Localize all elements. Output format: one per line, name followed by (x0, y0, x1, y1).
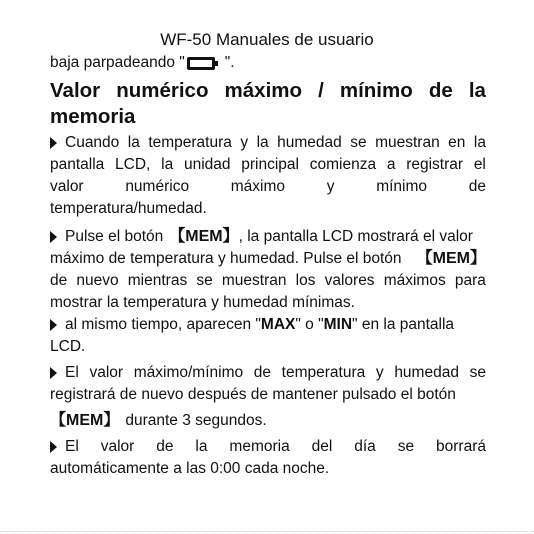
word: se (397, 438, 415, 455)
word: pantalla (50, 156, 105, 173)
word: de (50, 272, 68, 289)
word: LCD, (115, 156, 151, 173)
bullet-marker-icon (50, 231, 57, 243)
word: se (469, 364, 486, 381)
word: humedad (394, 364, 459, 381)
bullet4-line1 (50, 362, 486, 384)
word: valor (89, 364, 124, 381)
bullet3-line1 (50, 314, 486, 336)
word: de (428, 79, 453, 102)
word: del (311, 438, 333, 455)
bullet4-line3-text: durante 3 segundos. (125, 412, 267, 429)
section-heading-line2: memoria (50, 105, 136, 128)
bullet2-line2-text: máximo de temperatura y humedad. Pulse el botón (50, 250, 402, 267)
word: registrar (406, 156, 464, 173)
word: en (448, 134, 466, 151)
word: máximo/mínimo (133, 364, 244, 381)
word: valor (50, 178, 84, 195)
bullet4-line3 (50, 410, 486, 432)
word: valores (324, 272, 375, 289)
word: para (454, 272, 486, 289)
word: la (195, 438, 208, 455)
word: de (253, 364, 272, 381)
word: borrará (436, 438, 486, 455)
mem-button-label: 【MEM】 (169, 228, 239, 245)
word: numérico (116, 79, 209, 102)
word: mientras (127, 272, 188, 289)
word: la (161, 156, 174, 173)
word: humedad (277, 134, 342, 151)
word: El (65, 438, 79, 455)
word: temperatura (148, 134, 232, 151)
word: El (65, 364, 79, 381)
bullet5-line2: automáticamente a las 0:00 cada noche. (50, 460, 330, 477)
bullet3-text-after: " en la pantalla (352, 316, 455, 333)
word: temperatura/humedad. (50, 200, 207, 217)
word: la (127, 134, 140, 151)
bullet2-text: Pulse el botón (65, 228, 164, 245)
bullet3-text: al mismo tiempo, aparecen " (65, 316, 261, 333)
word: unidad (183, 156, 231, 173)
bullet4-line2: registrará de nuevo después de mantener pulsado el botón (50, 386, 456, 403)
word: muestran (221, 272, 287, 289)
word: máximo (224, 79, 303, 102)
word: los (295, 272, 316, 289)
word: principal (241, 156, 299, 173)
bullet2-text-after: , la pantalla LCD mostrará el valor (238, 228, 473, 245)
bullet2-line3 (50, 270, 486, 292)
bullet1-line1 (50, 132, 486, 154)
bullet-marker-icon (50, 441, 57, 453)
word: nuevo (76, 272, 119, 289)
word: a (386, 156, 396, 173)
word: máximo (230, 178, 286, 195)
bullet-marker-icon (50, 319, 57, 331)
word: y (240, 134, 249, 151)
page-bottom-border (0, 531, 534, 533)
word: de (156, 438, 174, 455)
word: de (468, 178, 486, 195)
word: la (468, 79, 486, 102)
word: y (375, 364, 384, 381)
section-heading-line1 (50, 78, 486, 104)
intro-text-after: ". (224, 54, 235, 71)
word: y (326, 178, 335, 195)
word: máximos (383, 272, 446, 289)
page-header: WF-50 Manuales de usuario (160, 30, 374, 49)
mem-button-label: 【MEM】 (416, 250, 486, 267)
bullet-start (50, 362, 79, 384)
bullet3-text-mid: " o " (295, 316, 324, 333)
word: temperatura (281, 364, 366, 381)
bullet5-line1 (50, 436, 486, 458)
word: la (256, 134, 269, 151)
intro-text-before: baja parpadeando " (50, 54, 185, 71)
word: memoria (229, 438, 290, 455)
word: mínimo (339, 79, 413, 102)
word: la (473, 134, 486, 151)
max-label: MAX (260, 316, 296, 333)
word: comienza (309, 156, 377, 173)
word: día (354, 438, 376, 455)
bullet2-line4: mostrar la temperatura y humedad mínimas. (50, 294, 355, 311)
word: el (473, 156, 486, 173)
word: muestran (375, 134, 440, 151)
bullet-start (50, 436, 79, 458)
word: Cuando (65, 134, 120, 151)
bullet-marker-icon (50, 367, 57, 379)
bullet1-line4 (50, 198, 486, 220)
bullet-start (50, 132, 119, 154)
intro-line (50, 52, 486, 74)
bullet2-line2 (50, 248, 486, 270)
word: numérico (125, 178, 190, 195)
word: valor (100, 438, 135, 455)
bullet3-line2: LCD. (50, 338, 86, 355)
bullet-marker-icon (50, 137, 57, 149)
word: mínimo (376, 178, 428, 195)
word: se (196, 272, 213, 289)
bullet1-line2 (50, 154, 486, 176)
word: / (318, 79, 324, 102)
mem-button-label: 【MEM】 (50, 412, 120, 429)
bullet1-line3 (50, 176, 486, 198)
word: Valor (50, 79, 101, 102)
word: se (350, 134, 367, 151)
min-label: MIN (323, 316, 353, 333)
battery-icon (187, 57, 215, 70)
bullet2-line1 (50, 226, 486, 248)
